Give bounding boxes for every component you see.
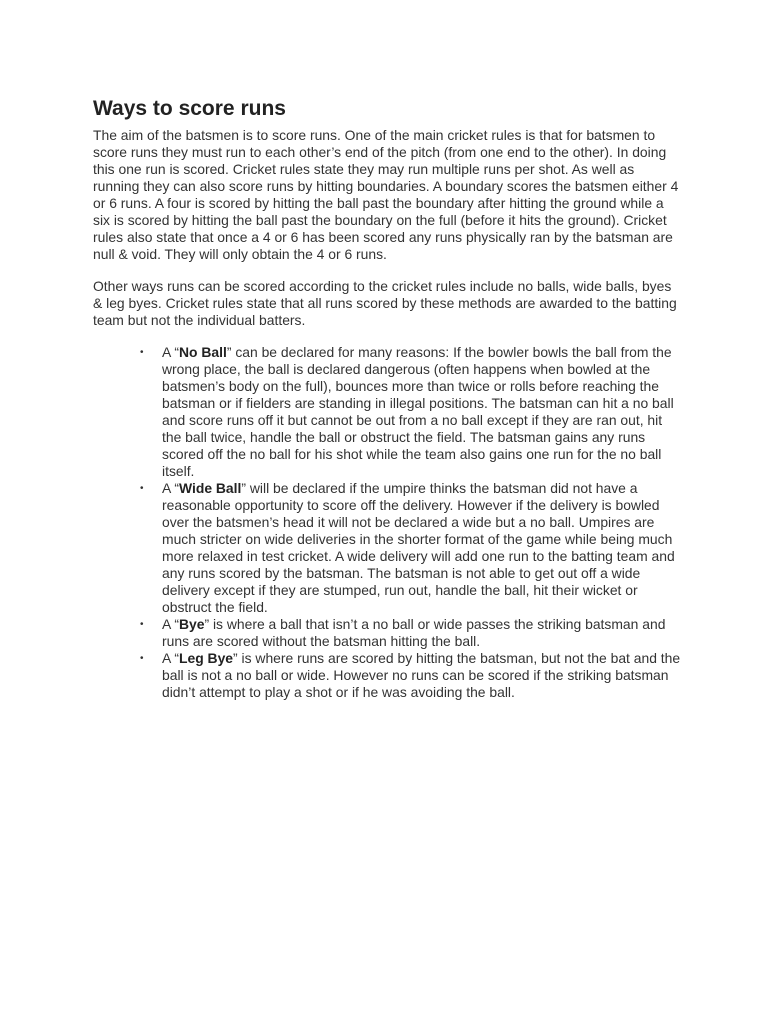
- list-item-text: ” is where a ball that isn’t a no ball or wide passes the striking batsman and runs are scored without the batsman hitting the ball.: [162, 616, 666, 649]
- list-item-prefix: A “: [162, 650, 179, 666]
- list-item-text: ” can be declared for many reasons: If the bowler bowls the ball from the wrong place, the ball is declared dangerous (often happens when bowled at the batsmen’s body on the full), bounces more than twice or rolls before reaching the batsman or if fielders are standing in illegal positions. The batsman can hit a no ball and score runs off it but cannot be out from a no ball except if they are ran out, hit the ball twice, handle the ball or obstruct the field. The batsman gains any runs scored off the no ball for his shot while the team also gains one run for the no ball itself.: [162, 344, 674, 479]
- page-title: Ways to score runs: [93, 97, 286, 120]
- list-item-leg-bye: [140, 650, 683, 701]
- list-item-no-ball: [140, 344, 683, 480]
- other-ways-paragraph: Other ways runs can be scored according to the cricket rules include no balls, wide balls, byes & leg byes. Cricket rules state that all runs scored by these methods are awarded to the batting team but not the individual batters.: [93, 278, 677, 328]
- intro-paragraph: The aim of the batsmen is to score runs. One of the main cricket rules is that for batsmen to score runs they must run to each other’s end of the pitch (from one end to the other). In doing this one run is scored. Cricket rules state they may run multiple runs per shot. As well as running they can also score runs by hitting boundaries. A boundary scores the batsmen either 4 or 6 runs. A four is scored by hitting the ball past the boundary after hitting the ground while a six is scored by hitting the ball past the boundary on the full (before it hits the ground). Cricket rules also state that once a 4 or 6 has been scored any runs physically ran by the batsman are null & void. They will only obtain the 4 or 6 runs.: [93, 127, 679, 262]
- list-item-wide-ball: [140, 480, 683, 616]
- bullet-icon: •: [140, 347, 144, 358]
- list-item-term: No Ball: [178, 344, 227, 360]
- document-page: [93, 97, 683, 701]
- list-item-prefix: A “: [162, 616, 179, 632]
- list-item-prefix: A “: [162, 480, 179, 496]
- extras-list: [93, 344, 683, 701]
- bullet-icon: •: [140, 483, 144, 494]
- bullet-icon: •: [140, 653, 144, 664]
- list-item-text: ” is where runs are scored by hitting the batsman, but not the bat and the ball is not a no ball or wide. However no runs can be scored if the striking batsman didn’t attempt to play a shot or if he was avoiding the ball.: [162, 650, 681, 700]
- bullet-icon: •: [140, 619, 144, 630]
- list-item-prefix: A “: [162, 344, 179, 360]
- list-item-term: Bye: [178, 616, 205, 632]
- list-item-term: Leg Bye: [178, 650, 234, 666]
- list-item-text: ” will be declared if the umpire thinks the batsman did not have a reasonable opportunity to score off the delivery. However if the delivery is bowled over the batsmen’s head it will not be declared a wide but a no ball. Umpires are much stricter on wide deliveries in the shorter format of the game while being much more relaxed in test cricket. A wide delivery will add one run to the batting team and any runs scored by the batsman. The batsman is not able to get out off a wide delivery except if they are stumped, run out, handle the ball, hit their wicket or obstruct the field.: [162, 480, 675, 615]
- list-item-bye: [140, 616, 683, 650]
- list-item-term: Wide Ball: [178, 480, 242, 496]
